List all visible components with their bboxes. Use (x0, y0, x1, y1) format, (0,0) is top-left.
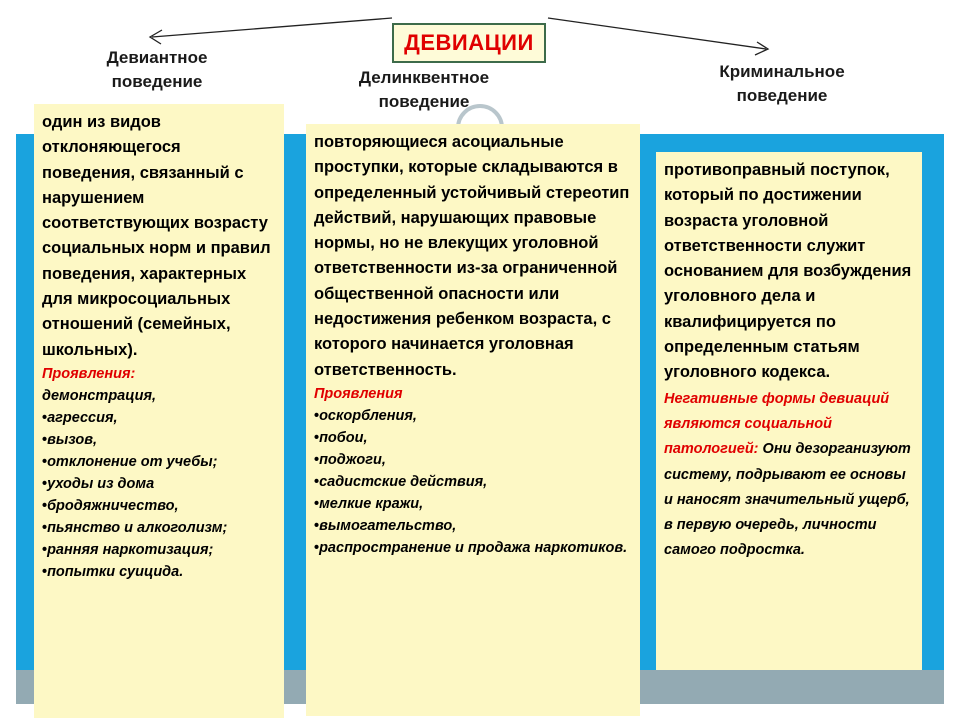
deviant-manifest-list (42, 407, 276, 583)
list-item: • распространение и продажа наркотиков. (314, 537, 632, 559)
list-item: • уходы из дома (42, 473, 276, 495)
category-deviant-line2: поведение (111, 72, 203, 91)
delinquent-manifest-label: Проявления (314, 385, 403, 402)
title-deviations: ДЕВИАЦИИ (392, 23, 546, 63)
list-item: • поджоги, (314, 449, 632, 471)
category-delinquent-line2: поведение (378, 92, 470, 111)
arrow-right-line (548, 18, 766, 49)
list-item: • агрессия, (42, 407, 276, 429)
criminal-definition: противоправный поступок, который по достижении возраста уголовной ответственности служит основанием для возбуждения уголовного дела и квалифицируется по определенным статьям уголовного кодекса. (664, 161, 912, 382)
category-criminal-line2: поведение (736, 86, 828, 105)
list-item: • мелкие кражи, (314, 493, 632, 515)
delinquent-manifest-list (314, 405, 632, 559)
criminal-box (656, 152, 922, 670)
list-item: • пьянство и алкоголизм; (42, 517, 276, 539)
category-criminal-line1: Криминальное (719, 62, 845, 81)
list-item: • отклонение от учебы; (42, 451, 276, 473)
list-item: • бродяжничество, (42, 495, 276, 517)
list-item: • вымогательство, (314, 515, 632, 537)
category-deviant-line1: Девиантное (106, 48, 208, 67)
deviant-manifest-text: демонстрация, (42, 387, 157, 404)
deviant-manifest-label: Проявления: (42, 365, 136, 382)
list-item: • садистские действия, (314, 471, 632, 493)
list-item: • оскорбления, (314, 405, 632, 427)
deviant-box (34, 104, 284, 718)
delinquent-definition: повторяющиеся асоциальные проступки, которые складываются в определенный устойчивый стереотип действий, нарушающих правовые нормы, но не влекущих уголовной ответственности из-за ограниченной общественной опасности или недостижения ребенком возраста, с которого начинается уголовная ответственность. (314, 133, 630, 379)
category-criminal (700, 60, 864, 108)
criminal-highlight: Негативные формы девиаций являются социальной патологией: (664, 390, 890, 458)
list-item: • вызов, (42, 429, 276, 451)
list-item: • попытки суицида. (42, 561, 276, 583)
category-deviant (82, 46, 232, 94)
category-delinquent-line1: Делинквентное (358, 68, 490, 87)
list-item: • побои, (314, 427, 632, 449)
list-item: • ранняя наркотизация; (42, 539, 276, 561)
category-delinquent (336, 66, 512, 114)
deviant-definition: один из видов отклоняющегося поведения, связанный с нарушением соответствующих возрасту социальных норм и правил поведения, характерных для микросоциальных отношений (семейных, школьных). (42, 113, 271, 359)
delinquent-box (306, 124, 640, 716)
criminal-tail: Они дезорганизуют систему, подрывают ее основы и наносят значительный ущерб, в первую очередь, личности самого подростка. (664, 441, 911, 559)
arrow-left-line (152, 18, 392, 37)
